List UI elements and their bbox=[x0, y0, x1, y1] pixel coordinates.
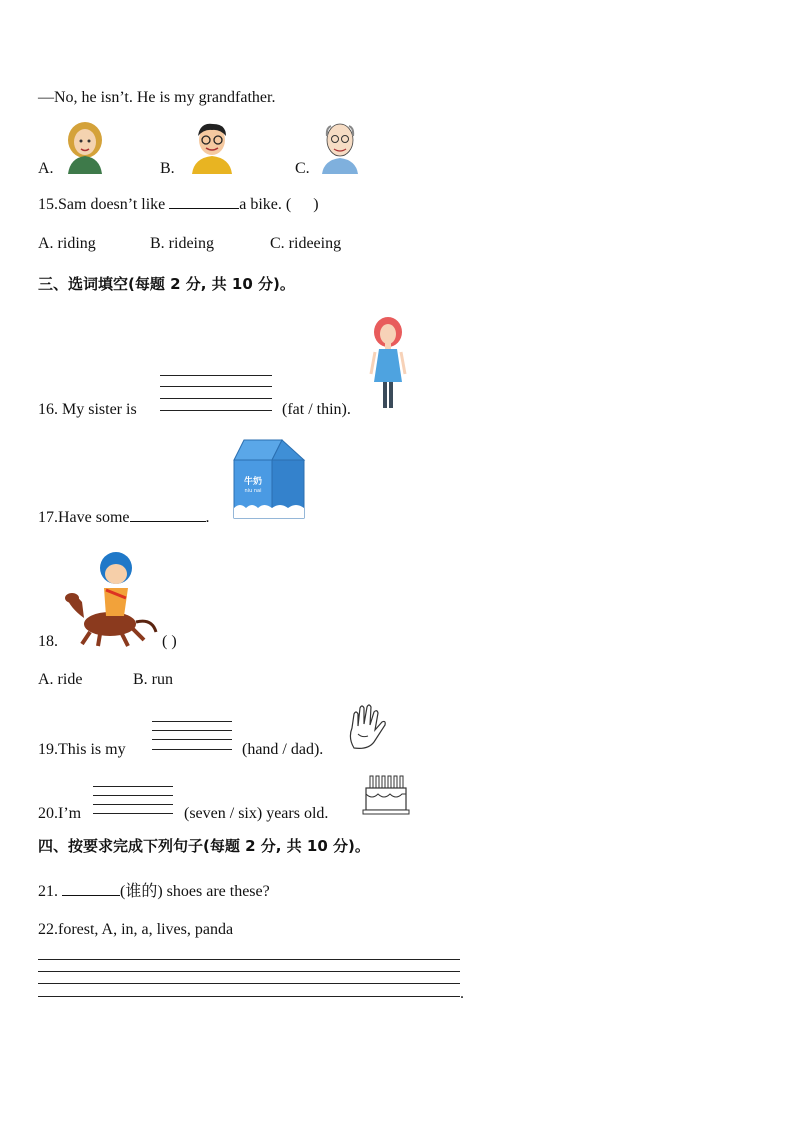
hand-icon bbox=[344, 704, 388, 752]
q21-blank[interactable] bbox=[62, 879, 120, 896]
q14-option-a-label: A. bbox=[38, 160, 54, 177]
section-3-heading: 三、选词填空(每题 2 分, 共 10 分)。 bbox=[38, 275, 295, 293]
q17-period: . bbox=[205, 509, 210, 526]
man-with-glasses-icon bbox=[186, 120, 238, 174]
q17-stem bbox=[38, 505, 210, 528]
q20-stem: 20.I’m bbox=[38, 805, 82, 822]
q14-option-c-label: C. bbox=[295, 160, 310, 177]
q18-option-b: B. run bbox=[133, 671, 173, 688]
q22-period: . bbox=[460, 985, 464, 1002]
milk-carton-label: 牛奶 bbox=[243, 477, 263, 487]
q15-option-a: A. riding bbox=[38, 235, 96, 252]
q17-blank[interactable] bbox=[130, 505, 206, 522]
q15-stem bbox=[38, 192, 319, 215]
q18-number: 18. bbox=[38, 633, 58, 650]
q19-stem: 19.This is my bbox=[38, 741, 126, 758]
q15-stem-start: 15.Sam doesn’t like bbox=[38, 196, 170, 213]
milk-carton-sublabel: niu nai bbox=[244, 488, 262, 494]
q22-stem: 22.forest, A, in, a, lives, panda bbox=[38, 921, 234, 938]
q15-stem-end: ) bbox=[313, 196, 319, 213]
milk-carton-icon bbox=[230, 436, 308, 522]
q19-hint: (hand / dad). bbox=[242, 741, 324, 758]
q18-answer-paren[interactable]: ( ) bbox=[162, 633, 177, 650]
section-4-heading: 四、按要求完成下列句子(每题 2 分, 共 10 分)。 bbox=[38, 837, 370, 855]
woman-portrait-icon bbox=[64, 120, 106, 174]
q21-hint: (谁的) shoes are these? bbox=[120, 883, 270, 900]
q15-option-b: B. rideing bbox=[150, 235, 214, 252]
q15-stem-mid: a bike. ( bbox=[239, 196, 292, 213]
q16-stem: 16. My sister is bbox=[38, 401, 137, 418]
q14-answer-line: —No, he isn’t. He is my grandfather. bbox=[38, 89, 276, 106]
grandfather-portrait-icon bbox=[318, 118, 362, 174]
birthday-cake-icon bbox=[362, 770, 410, 816]
q14-option-b-label: B. bbox=[160, 160, 175, 177]
q16-hint: (fat / thin). bbox=[282, 401, 351, 418]
q21-number: 21. bbox=[38, 883, 58, 900]
q15-option-c: C. rideeing bbox=[270, 235, 342, 252]
q17-stem-text: 17.Have some bbox=[38, 509, 130, 526]
q15-blank[interactable] bbox=[169, 192, 239, 209]
q21-stem bbox=[38, 879, 270, 902]
q18-option-a: A. ride bbox=[38, 671, 83, 688]
boy-riding-horse-icon bbox=[60, 538, 160, 648]
girl-illustration-icon bbox=[368, 316, 408, 416]
q20-hint: (seven / six) years old. bbox=[184, 805, 329, 822]
